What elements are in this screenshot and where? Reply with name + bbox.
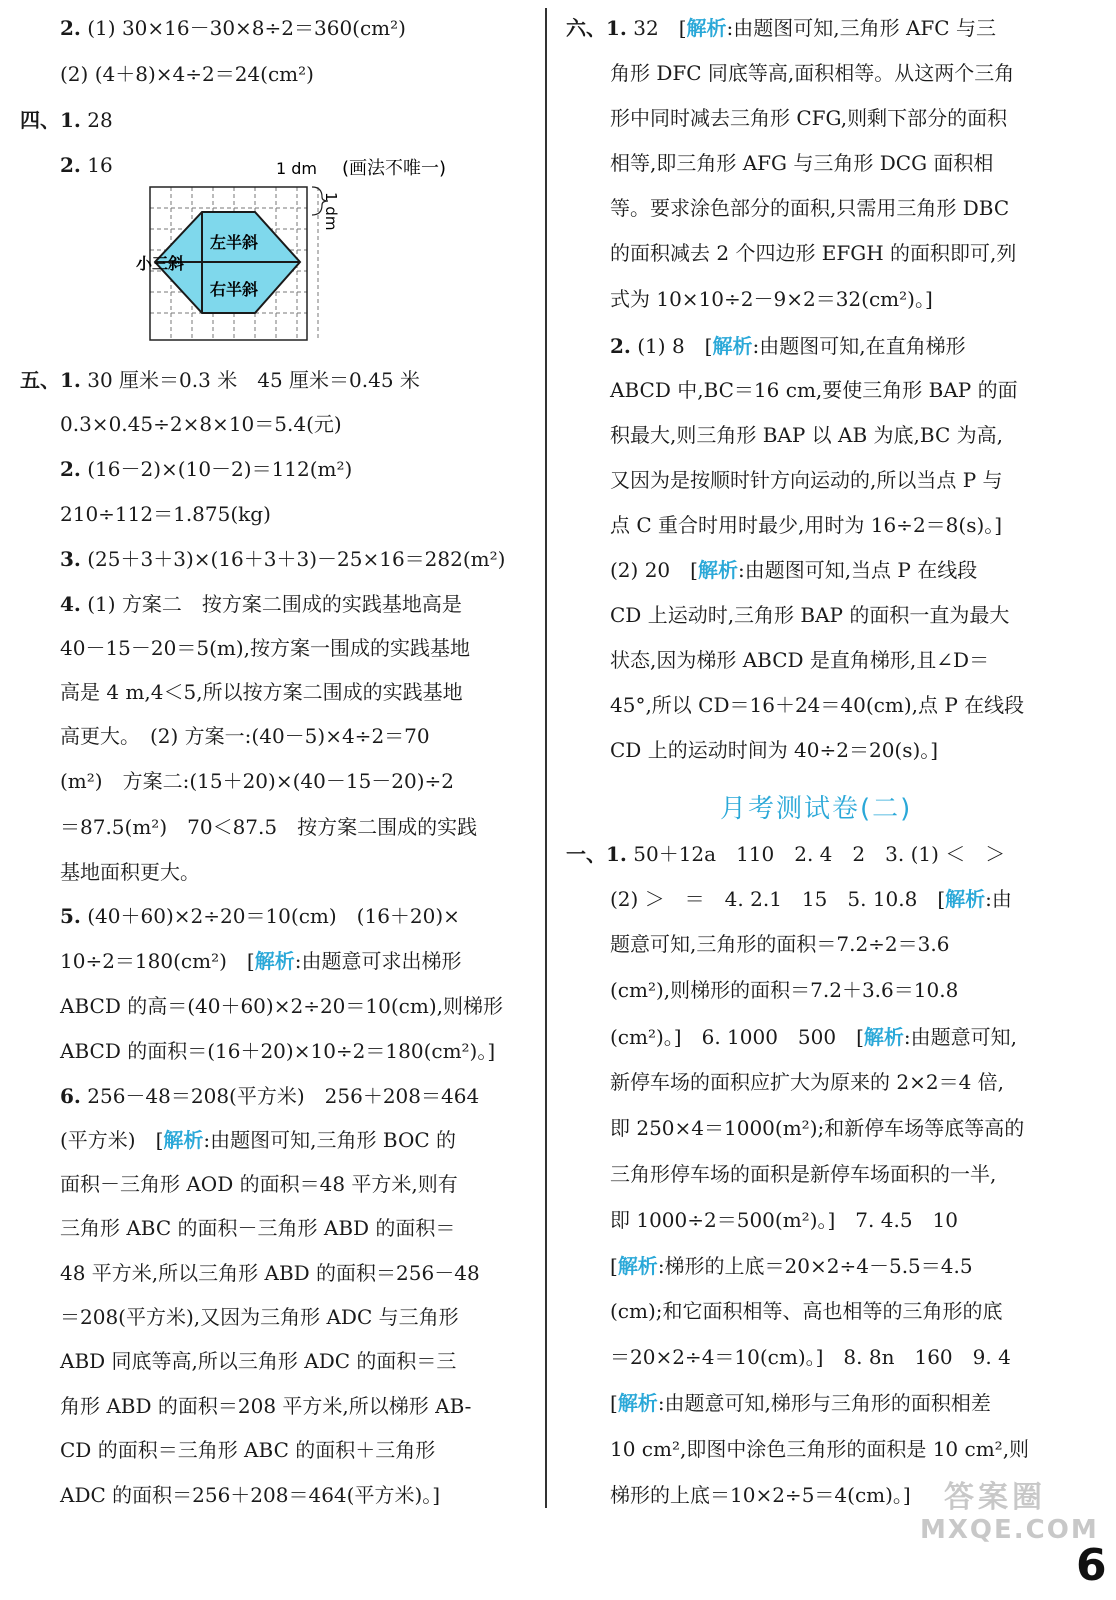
- answer-line: 5. (40＋60)×2÷20＝10(cm) (16＋20)×: [60, 904, 460, 928]
- answer-line: 高是 4 m,4＜5,所以按方案二围成的实践基地: [60, 680, 463, 704]
- answer-line: ABD 同底等高,所以三角形 ADC 的面积＝三: [60, 1349, 457, 1373]
- answer-line: [解析:由题意可知,梯形与三角形的面积相差: [610, 1391, 991, 1415]
- answer-line: 48 平方米,所以三角形 ABD 的面积＝256－48: [60, 1261, 480, 1285]
- analysis-tag: 解析: [712, 334, 753, 358]
- answer-line: 即 1000÷2＝500(m²)。] 7. 4.5 10: [610, 1208, 958, 1232]
- answer-line: 相等,即三角形 AFG 与三角形 DCG 面积相: [610, 151, 994, 175]
- answer-line: [解析:梯形的上底＝20×2÷4－5.5＝4.5: [610, 1254, 973, 1278]
- analysis-tag: 解析: [697, 558, 738, 582]
- answer-line: ABCD 的面积＝(16＋20)×10÷2＝180(cm²)。]: [60, 1039, 496, 1063]
- answer-line: (2) (4＋8)×4÷2＝24(cm²): [60, 62, 314, 86]
- answer-line: 2. (1) 30×16－30×8÷2＝360(cm²): [60, 16, 406, 40]
- answer-line: 四、1. 28: [20, 108, 113, 132]
- answer-line: 40－15－20＝5(m),按方案一围成的实践基地: [60, 636, 470, 660]
- page-number: 6: [1076, 1540, 1107, 1591]
- answer-line: 梯形的上底＝10×2÷5＝4(cm)。]: [610, 1483, 911, 1507]
- answer-line: 2. (16－2)×(10－2)＝112(m²): [60, 457, 353, 481]
- unit-label-top: 1 dm: [276, 159, 318, 178]
- analysis-tag: 解析: [617, 1391, 658, 1415]
- answer-line: ABCD 中,BC＝16 cm,要使三角形 BAP 的面: [610, 378, 1018, 402]
- answer-line: (cm²),则梯形的面积＝7.2＋3.6＝10.8: [610, 978, 959, 1002]
- answer-line: (2) ＞ ＝ 4. 2.1 15 5. 10.8 [解析:由: [610, 887, 1012, 911]
- answer-line: (2) 20 [解析:由题图可知,当点 P 在线段: [610, 558, 978, 582]
- answer-line: 又因为是按顺时针方向运动的,所以当点 P 与: [610, 468, 1003, 492]
- unit-label-side: 1 dm: [322, 192, 340, 231]
- answer-line: 0.3×0.45÷2×8×10＝5.4(元): [60, 412, 342, 436]
- analysis-tag: 解析: [163, 1128, 204, 1152]
- answer-line: 4. (1) 方案二 按方案二围成的实践基地高是: [60, 592, 462, 616]
- analysis-tag: 解析: [617, 1254, 658, 1278]
- answer-line: 10 cm²,即图中涂色三角形的面积是 10 cm²,则: [610, 1437, 1030, 1461]
- answer-line: 角形 DFC 同底等高,面积相等。从这两个三角: [610, 61, 1015, 85]
- answer-line: 一、1. 50＋12a 110 2. 4 2 3. (1) ＜ ＞: [566, 842, 1006, 866]
- answer-line: CD 上运动时,三角形 BAP 的面积一直为最大: [610, 603, 1010, 627]
- watermark: 答案圈 MXQE.COM: [920, 1480, 1099, 1545]
- answer-line: CD 的面积＝三角形 ABC 的面积＋三角形: [60, 1438, 436, 1462]
- answer-line: 2. 16: [60, 153, 113, 177]
- answer-line: 的面积减去 2 个四边形 EFGH 的面积即可,列: [610, 241, 1017, 265]
- answer-line: 题意可知,三角形的面积＝7.2÷2＝3.6: [610, 932, 950, 956]
- answer-line: 点 C 重合时用时最少,用时为 16÷2＝8(s)。]: [610, 513, 1003, 537]
- figure-note: (画法不唯一): [342, 158, 447, 179]
- analysis-tag: 解析: [945, 887, 986, 911]
- answer-line: 新停车场的面积应扩大为原来的 2×2＝4 倍,: [610, 1070, 1005, 1094]
- answer-line: ＝208(平方米),又因为三角形 ADC 与三角形: [60, 1305, 459, 1329]
- answer-line: ＝20×2÷4＝10(cm)。] 8. 8n 160 9. 4: [610, 1345, 1011, 1369]
- answer-line: 高更大。 (2) 方案一:(40－5)×4÷2＝70: [60, 724, 430, 748]
- answer-line: 45°,所以 CD＝16＋24＝40(cm),点 P 在线段: [610, 693, 1025, 717]
- answer-line: 6. 256－48＝208(平方米) 256＋208＝464: [60, 1084, 480, 1108]
- answer-line: 六、1. 32 [解析:由题图可知,三角形 AFC 与三: [566, 16, 996, 40]
- answer-line: (平方米) [解析:由题图可知,三角形 BOC 的: [60, 1128, 456, 1152]
- answer-line: 等。要求涂色部分的面积,只需用三角形 DBC: [610, 196, 1010, 220]
- answer-line: 210÷112＝1.875(kg): [60, 502, 271, 526]
- answer-line: 角形 ABD 的面积＝208 平方米,所以梯形 AB-: [60, 1394, 472, 1418]
- column-divider: [545, 8, 547, 1508]
- label-bottom-piece: 右半斜: [210, 280, 259, 299]
- answer-line: 面积－三角形 AOD 的面积＝48 平方米,则有: [60, 1172, 458, 1196]
- answer-line: 式为 10×10÷2－9×2＝32(cm²)。]: [610, 287, 933, 311]
- analysis-tag: 解析: [863, 1025, 904, 1049]
- answer-line: (m²) 方案二:(15＋20)×(40－15－20)÷2: [60, 769, 455, 793]
- answer-line: (cm);和它面积相等、高也相等的三角形的底: [610, 1299, 1003, 1323]
- analysis-tag: 解析: [254, 949, 295, 973]
- label-top-piece: 左半斜: [210, 233, 259, 252]
- answer-line: 五、1. 30 厘米＝0.3 米 45 厘米＝0.45 米: [20, 368, 420, 392]
- answer-line: 三角形停车场的面积是新停车场面积的一半,: [610, 1162, 997, 1186]
- answer-line: 积最大,则三角形 BAP 以 AB 为底,BC 为高,: [610, 423, 1003, 447]
- answer-line: 即 250×4＝1000(m²);和新停车场等底等高的: [610, 1116, 1025, 1140]
- answer-line: (cm²)。] 6. 1000 500 [解析:由题意可知,: [610, 1025, 1018, 1049]
- answer-line: 基地面积更大。: [60, 860, 200, 884]
- answer-line: ＝87.5(m²) 70＜87.5 按方案二围成的实践: [60, 815, 478, 839]
- answer-line: ABCD 的高＝(40＋60)×2÷20＝10(cm),则梯形: [60, 994, 503, 1018]
- answer-line: 10÷2＝180(cm²) [解析:由题意可求出梯形: [60, 949, 462, 973]
- answer-line: 状态,因为梯形 ABCD 是直角梯形,且∠D＝: [610, 648, 990, 672]
- label-left-piece: 小三斜: [136, 254, 185, 273]
- answer-line: 3. (25＋3＋3)×(16＋3＋3)－25×16＝282(m²): [60, 547, 506, 571]
- grid-figure: [130, 150, 490, 350]
- answer-line: 形中同时减去三角形 CFG,则剩下部分的面积: [610, 106, 1008, 130]
- analysis-tag: 解析: [686, 16, 727, 40]
- answer-line: ADC 的面积＝256＋208＝464(平方米)。]: [60, 1483, 441, 1507]
- section-title: 月考测试卷(二): [720, 794, 913, 824]
- answer-line: 2. (1) 8 [解析:由题图可知,在直角梯形: [610, 334, 966, 358]
- answer-line: 三角形 ABC 的面积－三角形 ABD 的面积＝: [60, 1216, 456, 1240]
- answer-line: CD 上的运动时间为 40÷2＝20(s)。]: [610, 738, 939, 762]
